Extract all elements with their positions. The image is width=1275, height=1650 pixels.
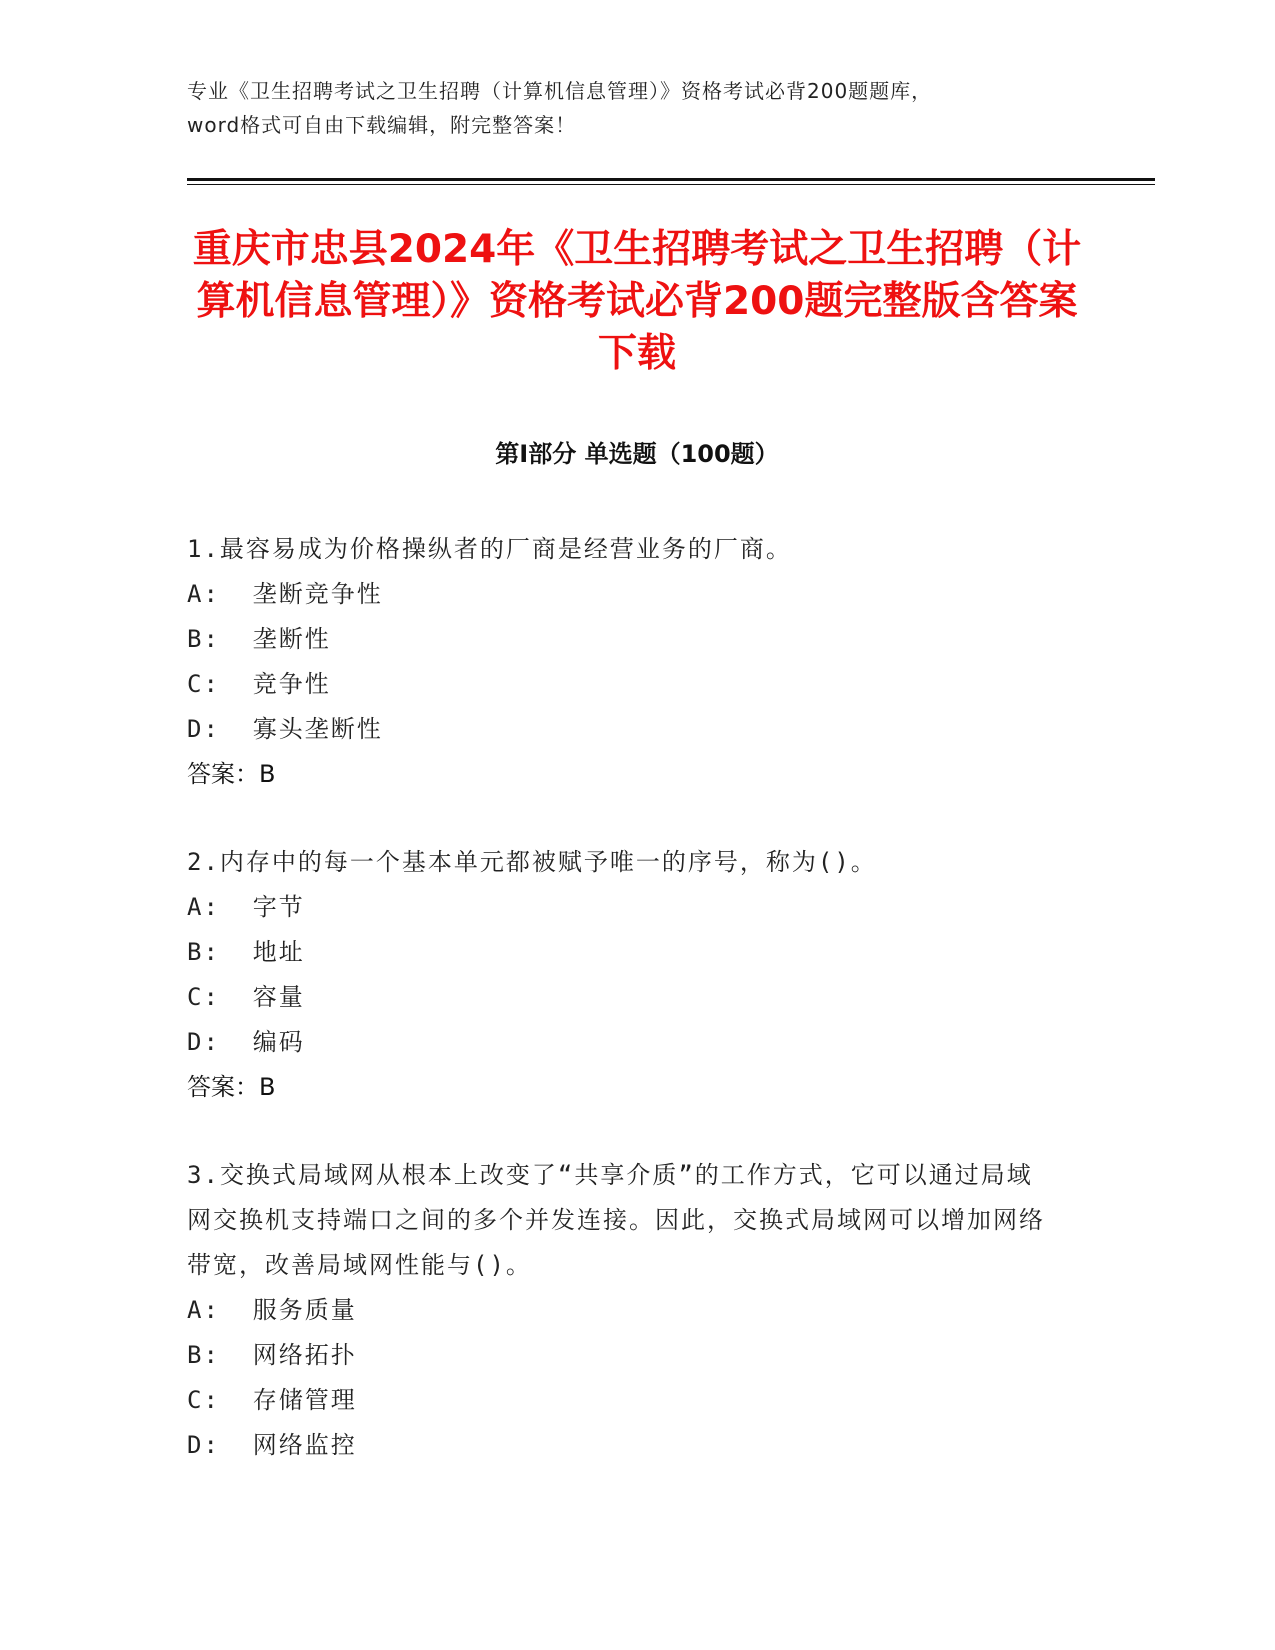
option-c: C: 竞争性 <box>187 670 331 698</box>
header-divider-thin <box>187 184 1155 185</box>
option-d: D: 编码 <box>187 1028 305 1056</box>
header-divider-thick <box>187 178 1155 181</box>
option-a: A: 垄断竞争性 <box>187 580 383 608</box>
question-stem: 2.内存中的每一个基本单元都被赋予唯一的序号，称为()。 <box>187 848 877 876</box>
option-b: B: 地址 <box>187 938 305 966</box>
option-b: B: 网络拓扑 <box>187 1341 357 1369</box>
answer: 答案：B <box>187 1073 276 1101</box>
section-heading: 第I部分 单选题（100题） <box>495 440 779 468</box>
header-note-line-2: word格式可自由下载编辑，附完整答案！ <box>187 113 577 137</box>
question-3 <box>187 1153 1057 1468</box>
question-stem: 1.最容易成为价格操纵者的厂商是经营业务的厂商。 <box>187 535 792 563</box>
document-title: 重庆市忠县2024年《卫生招聘考试之卫生招聘（计算机信息管理）》资格考试必背200题完整版含答案下载 <box>192 227 1082 376</box>
option-b: B: 垄断性 <box>187 625 331 653</box>
option-d: D: 寡头垄断性 <box>187 715 383 743</box>
question-1 <box>187 527 1057 797</box>
option-c: C: 存储管理 <box>187 1386 357 1414</box>
option-a: A: 字节 <box>187 893 305 921</box>
question-list <box>187 527 1057 1511</box>
option-a: A: 服务质量 <box>187 1296 357 1324</box>
option-c: C: 容量 <box>187 983 305 1011</box>
option-d: D: 网络监控 <box>187 1431 357 1459</box>
header-note-line-1: 专业《卫生招聘考试之卫生招聘（计算机信息管理）》资格考试必背200题题库， <box>187 79 933 103</box>
header-note <box>187 74 1087 142</box>
answer: 答案：B <box>187 760 276 788</box>
question-stem: 3.交换式局域网从根本上改变了“共享介质”的工作方式，它可以通过局域网交换机支持端口之间的多个并发连接。因此，交换式局域网可以增加网络带宽，改善局域网性能与()。 <box>187 1161 1045 1279</box>
question-2 <box>187 840 1057 1110</box>
